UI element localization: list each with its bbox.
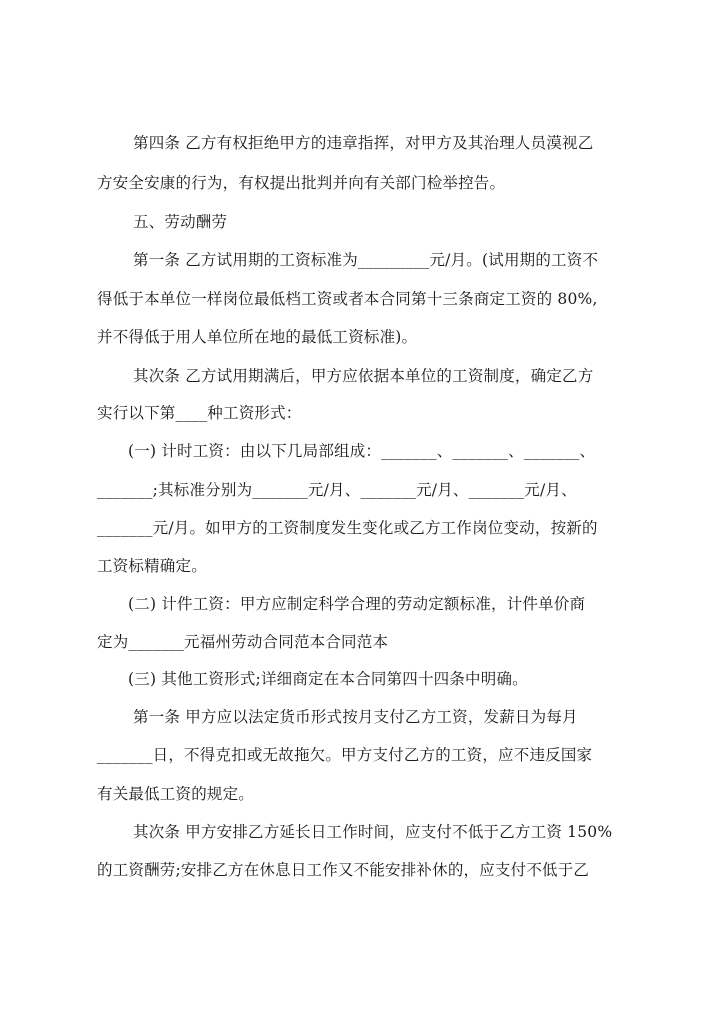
text-line: (二) 计件工资：甲方应制定科学合理的劳动定额标准，计件单价商 xyxy=(128,595,586,613)
text-line: 得低于本单位一样岗位最低档工资或者本合同第十三条商定工资的 80%, xyxy=(97,290,598,308)
text-line: 的工资酬劳;安排乙方在休息日工作又不能安排补休的，应支付不低于乙 xyxy=(97,861,590,879)
text-line: 其次条 乙方试用期满后，甲方应依据本单位的工资制度，确定乙方 xyxy=(133,367,594,385)
text-line: _______;其标准分别为_______元/月、_______元/月、_______元/月、 xyxy=(97,481,577,499)
text-line: 第一条 乙方试用期的工资标准为_________元/月。(试用期的工资不 xyxy=(133,251,599,269)
text-line: 定为_______元福州劳动合同范本合同范本 xyxy=(97,633,389,651)
text-line: _______元/月。如甲方的工资制度发生变化或乙方工作岗位变动，按新的 xyxy=(97,519,598,537)
text-line: 其次条 甲方安排乙方延长日工作时间，应支付不低于乙方工资 150% xyxy=(133,823,613,841)
text-line: _______日，不得克扣或无故拖欠。甲方支付乙方的工资，应不违反国家 xyxy=(97,746,593,764)
text-line: 第四条 乙方有权拒绝甲方的违章指挥，对甲方及其治理人员漠视乙 xyxy=(133,134,594,152)
text-line: 第一条 甲方应以法定货币形式按月支付乙方工资，发薪日为每月 xyxy=(133,708,578,726)
text-line: 并不得低于用人单位所在地的最低工资标准)。 xyxy=(97,328,418,346)
text-line: 实行以下第____种工资形式： xyxy=(97,404,302,422)
text-line: (一) 计时工资：由以下几局部组成：_______、_______、_______、 xyxy=(128,442,596,460)
text-line: 方安全安康的行为，有权提出批判并向有关部门检举控告。 xyxy=(97,174,506,192)
section-heading: 五、劳动酬劳 xyxy=(133,213,228,231)
text-line: 有关最低工资的规定。 xyxy=(97,785,255,803)
text-line: (三) 其他工资形式;详细商定在本合同第四十四条中明确。 xyxy=(128,670,528,688)
text-line: 工资标精确定。 xyxy=(97,557,207,575)
